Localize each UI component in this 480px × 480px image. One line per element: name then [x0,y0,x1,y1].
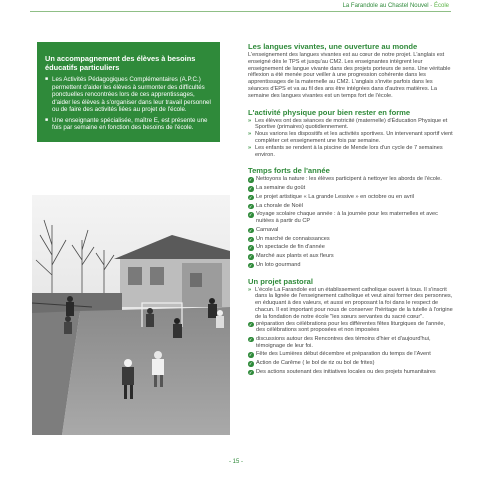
check-circle-icon [248,186,254,192]
list-item: ✓ Un loto gourmand [248,262,454,269]
check-circle-icon [248,370,254,376]
check-circle-icon [248,195,254,201]
pastoral-section [248,277,454,376]
list-item: ✓ Fête des Lumières début décembre et préparation du temps de l'Avent [248,351,454,358]
list-item: » Les enfants se rendent à la piscine de Mende lors d'un cycle de 7 semaines environ. [248,145,454,159]
special-needs-box [37,42,220,142]
check-circle-icon [248,361,254,367]
page-header [343,3,449,9]
check-circle-icon [248,322,254,328]
list-item: » Nous varions les dispositifs et les activités sportives. Un intervenant sportif vient compléter cet enseignement une fois par semaine. [248,131,454,145]
schoolyard-photo [32,195,230,435]
languages-section [248,42,454,100]
list-item: » Les élèves ont des séances de motricité (maternelle) d'Éducation Physique et Sportive (primaires) quotidiennement. [248,118,454,132]
check-circle-icon [248,204,254,210]
header-rule [30,11,451,12]
list-item: ✓ La chorale de Noël [248,203,454,210]
check-circle-icon [248,337,254,343]
list-item: ✓ Un spectacle de fin d'année [248,244,454,251]
header-section: École [433,3,449,9]
list-item: » L'école La Farandole est un établissement catholique ouvert à tous. Il s'inscrit dans la lignée de l'enseignement catholique et veut ainsi former des personnes, en éduquant à des valeurs, et aussi en proposant la foi dans le respect de chacun. Il est important pour nous de conserver l'héritage de la tutelle à l'origine de la fondation de notre école "les sœurs servantes du sacré cœur". [248,287,454,321]
special-needs-title: Un accompagnement des élèves à besoins éducatifs particuliers [45,54,196,72]
list-item: ■ Les Activités Pédagogiques Complémentaires (A.P.C.) permettent d'aider les élèves à surmonter des difficultés ponctuelles rencontrées lors de ces apprentissages, d'aider les élèves à s'organiser dans leur travail personnel ou de faire des activités liées au projet de l'école. [45,76,213,114]
list-item: ✓ Voyage scolaire chaque année : à la journée pour les maternelles et avec nuitées à partir du CP [248,211,454,224]
pastoral-intro-list [248,287,454,321]
highlights-list [248,176,454,268]
highlights-title: Temps forts de l'année [248,166,330,176]
list-item: ✓ Des actions soutenant des initiatives locales ou des projets humanitaires [248,369,454,376]
languages-title: Les langues vivantes, une ouverture au monde [248,42,418,51]
pastoral-title: Un projet pastoral [248,276,313,286]
languages-text: L'enseignement des langues vivantes est au cœur de notre projet. L'anglais est enseigné dès le TPS et jusqu'au CM2. Les enseignantes intègrent leur enseignement de langue vivante dans des projets porteurs de sens. Une véritable réflexion a été menée pour veiller à une progression cohérente dans les apprentissages de la maternelle au CM2. L'anglais s'invite parfois dans les séances d'EPS et va au fil des ans être intégrées dans d'autres matières. La semaine des langues vivantes est un temps fort de l'école. [248,52,451,99]
physical-activity-section [248,108,454,159]
check-circle-icon [248,245,254,251]
check-circle-icon [248,237,254,243]
header-site-name: La Farandole au Chastel Nouvel [342,3,429,9]
check-circle-icon [248,212,254,218]
check-circle-icon [248,228,254,234]
page-number: - 15 - [229,459,244,465]
check-circle-icon [248,254,254,260]
pastoral-list [248,321,454,376]
list-item: ✓ La semaine du goût [248,185,454,192]
list-item: ✓ Le projet artistique « La grande Lessive » en octobre ou en avril [248,194,454,201]
right-column [248,42,454,383]
header-separator: - [428,3,434,9]
check-circle-icon [248,177,254,183]
list-item: ✓ Carnaval [248,227,454,234]
list-item: ✓ préparation des célébrations pour les différentes fêtes liturgiques de l'année, des célébrations sont proposées et non imposées [248,321,454,334]
check-circle-icon [248,263,254,269]
list-item: ✓ discussions autour des Rencontres des témoins d'hier et d'aujourd'hui, témoignage de leur foi. [248,336,454,349]
physical-activity-title: L'activité physique pour bien rester en forme [248,107,411,117]
list-item: ✓ Un marché de connaissances [248,236,454,243]
special-needs-list [45,76,213,132]
list-item: ✓ Nettoyons la nature : les élèves participent à nettoyer les abords de l'école. [248,176,454,183]
physical-activity-list [248,118,454,159]
check-circle-icon [248,352,254,358]
list-item: ■ Une enseignante spécialisée, maître E, est présente une fois par semaine en fonction des besoins de l'école. [45,117,213,132]
highlights-section [248,166,454,268]
list-item: ✓ Marché aux plants et aux fleurs [248,253,454,260]
list-item: ✓ Action de Carême ( le bol de riz ou bol de frites) [248,360,454,367]
